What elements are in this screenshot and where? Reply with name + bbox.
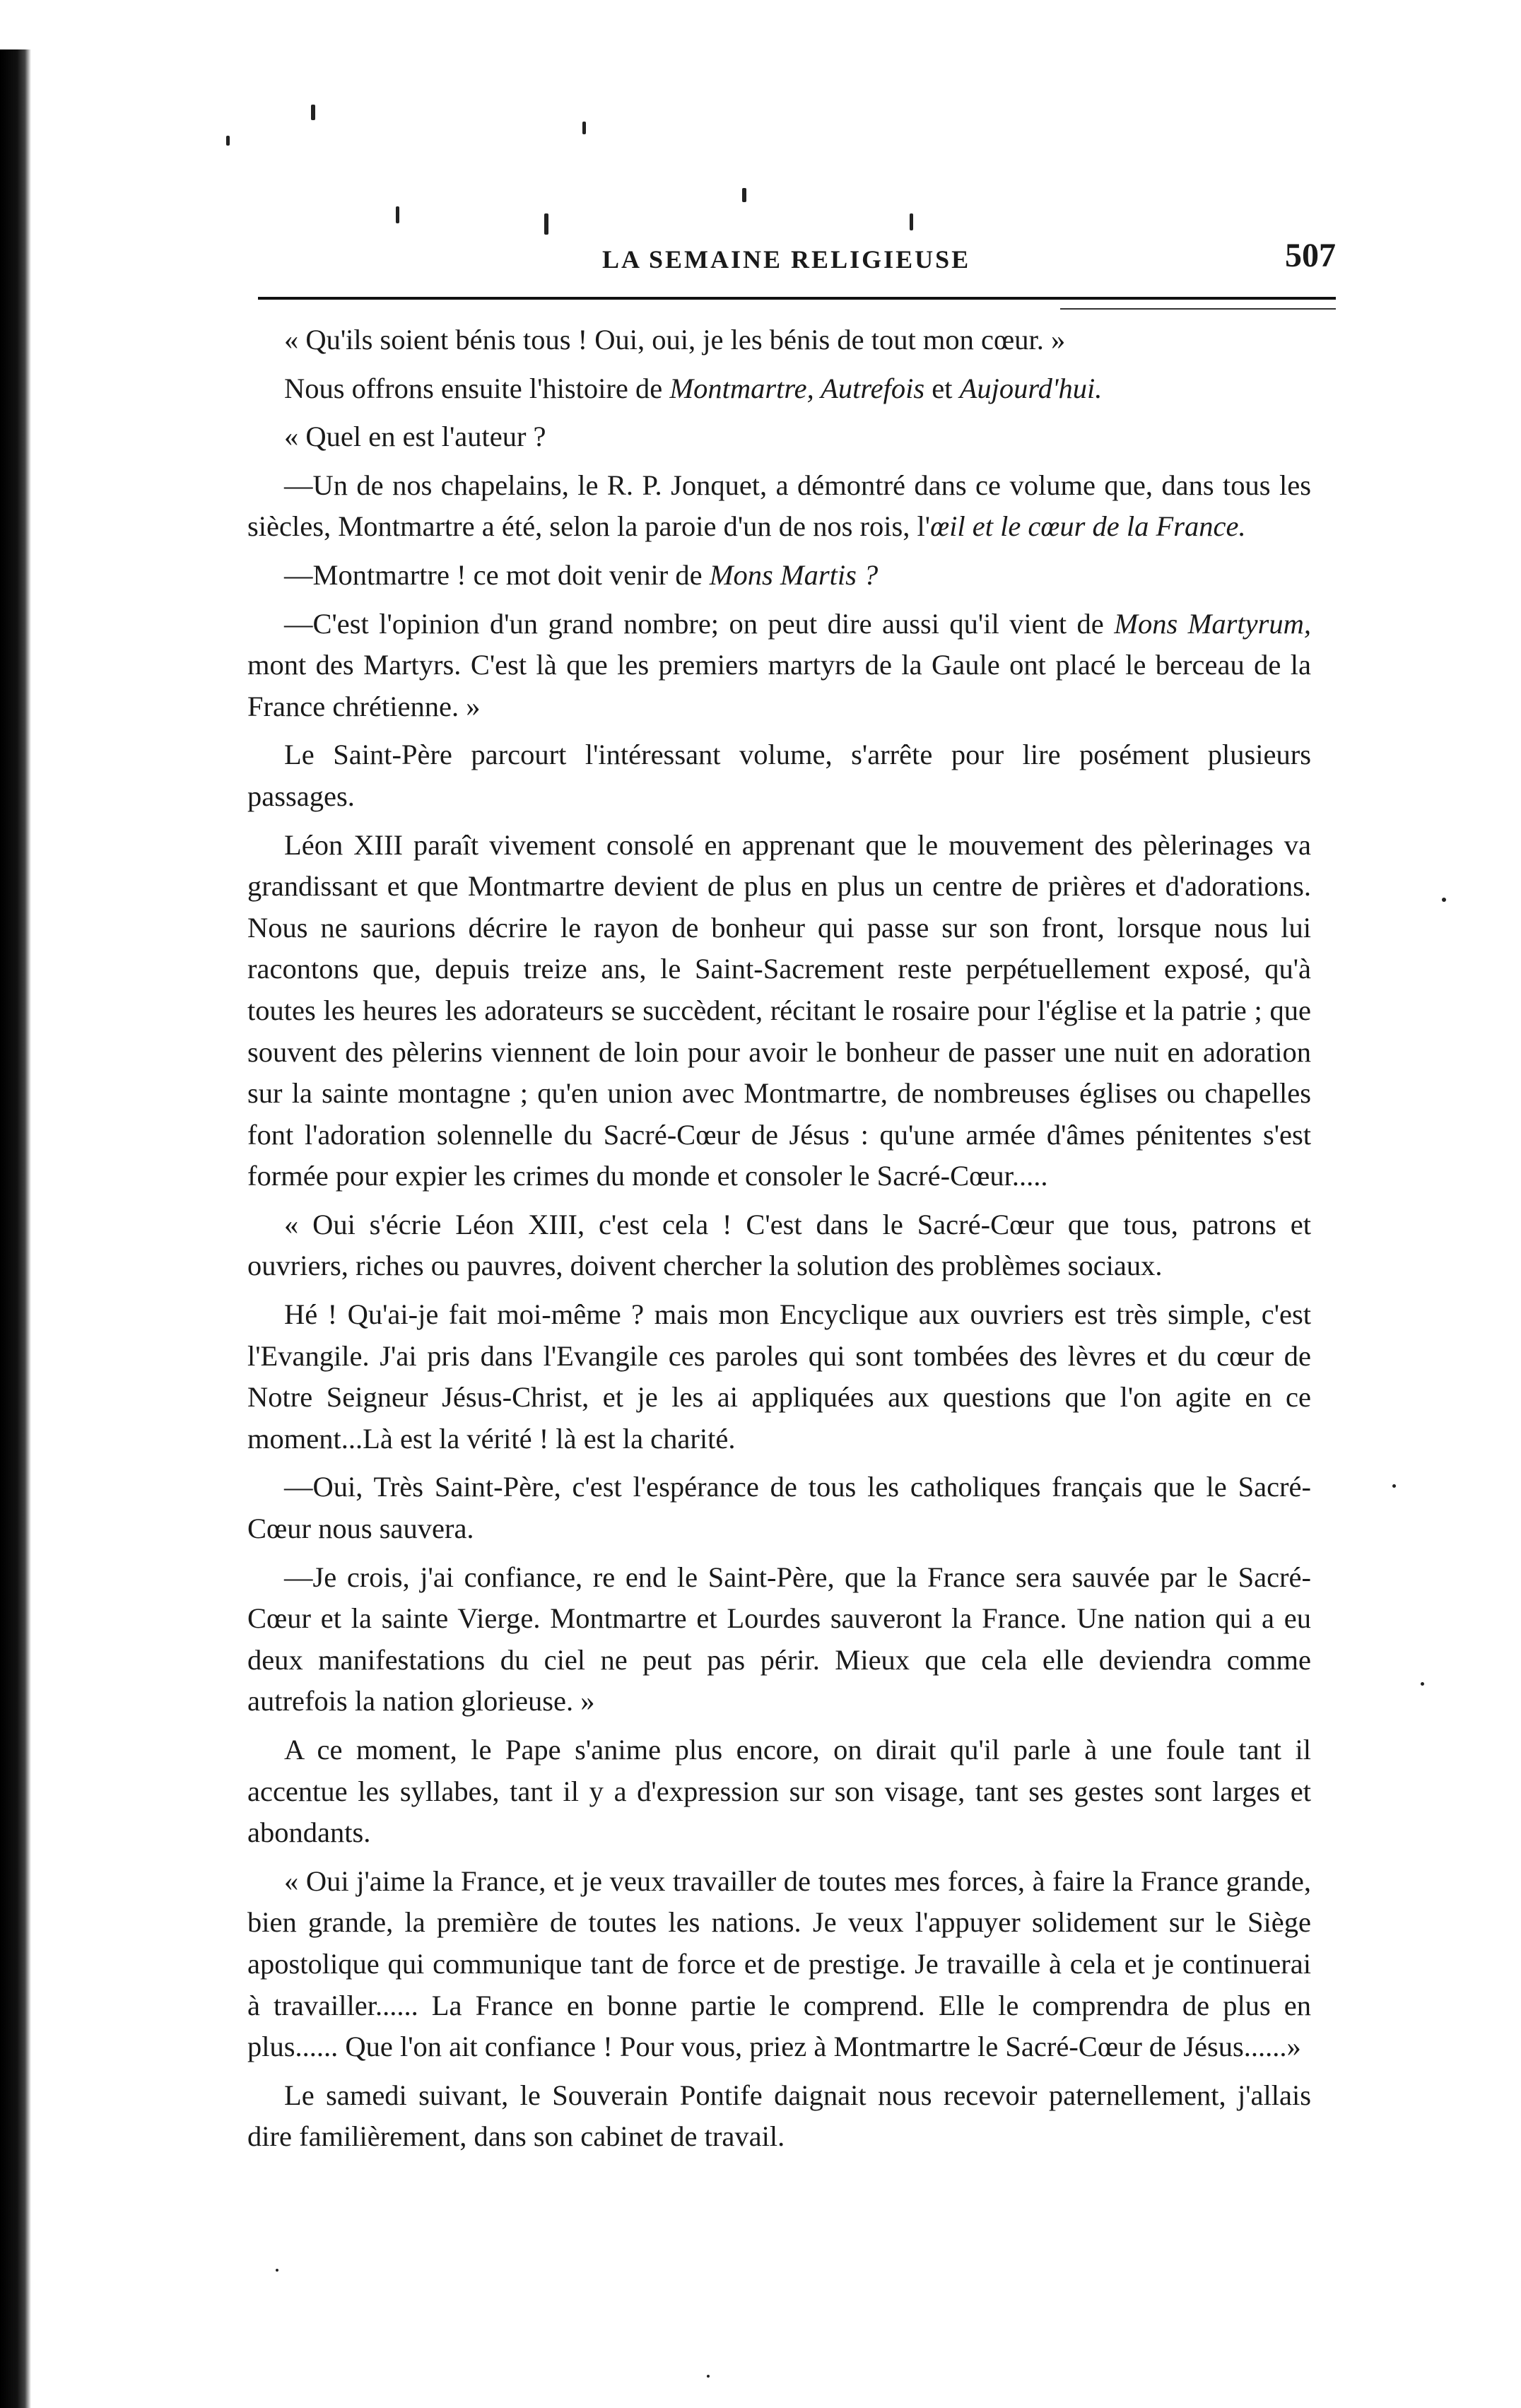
text-run: « Qu'ils soient bénis tous ! Oui, oui, je les bénis de tout mon cœur. » bbox=[284, 324, 1066, 356]
paragraph bbox=[247, 319, 1311, 361]
text-run: mont des Martyrs. C'est là que les premiers martyrs de la Gaule ont placé le berceau de la France chrétienne. » bbox=[247, 649, 1311, 722]
paragraph bbox=[247, 1729, 1311, 1854]
ink-speck bbox=[910, 213, 913, 230]
italic-text: Aujourd'hui. bbox=[959, 372, 1103, 404]
text-run: A ce moment, le Pape s'anime plus encore, on dirait qu'il parle à une foule tant il accentue les syllabes, tant il y a d'expression sur son visage, tant ses gestes sont larges et abondants. bbox=[247, 1734, 1311, 1849]
paragraph bbox=[247, 734, 1311, 817]
paragraph bbox=[247, 1294, 1311, 1460]
paragraph bbox=[247, 368, 1311, 410]
text-run: Le Saint-Père parcourt l'intéressant volume, s'arrête pour lire posément plusieurs passages. bbox=[247, 739, 1311, 812]
header-rule bbox=[258, 297, 1336, 300]
ink-speck bbox=[1392, 1484, 1396, 1488]
ink-speck bbox=[276, 2269, 278, 2272]
paragraph bbox=[247, 555, 1311, 597]
ink-speck bbox=[226, 136, 230, 146]
italic-text: Mons Martyrum, bbox=[1114, 607, 1312, 640]
text-run: —Je crois, j'ai confiance, re end le Saint-Père, que la France sera sauvée par le Sacré-Cœur et la sainte Vierge. Montmartre et Lourdes sauveront la France. Une nation qui a eu deux manifestations du ciel ne peut pas périr. Mieux que cela elle deviendra comme autrefois la nation glorieuse. » bbox=[247, 1561, 1311, 1717]
italic-text: Montmartre, Autrefois bbox=[669, 372, 925, 404]
header-rule-secondary bbox=[1060, 308, 1336, 310]
text-run: —C'est l'opinion d'un grand nombre; on peut dire aussi qu'il vient de bbox=[284, 607, 1115, 640]
ink-speck bbox=[396, 206, 399, 223]
paragraph bbox=[247, 1204, 1311, 1287]
italic-text: Mons Martis ? bbox=[709, 558, 879, 591]
paragraph bbox=[247, 2075, 1311, 2158]
text-run: et bbox=[924, 372, 960, 404]
text-run: Hé ! Qu'ai-je fait moi-même ? mais mon Encyclique aux ouvriers est très simple, c'est l'Evangile. J'ai pris dans l'Evangile ces paroles qui sont tombées des lèvres et du cœur de Notre Seigneur Jésus-Christ, et je les ai appliquées aux questions que l'on agite en ce moment...Là est la vérité ! là est la charité. bbox=[247, 1298, 1311, 1455]
binding-edge bbox=[0, 49, 31, 2408]
ink-speck bbox=[582, 122, 586, 134]
ink-speck bbox=[311, 105, 315, 120]
text-run: —Un de nos chapelains, le R. P. Jonquet, a démontré dans ce volume que, dans tous les siècles, Montmartre a été, selon la paroie d'un de nos rois, l' bbox=[247, 469, 1311, 543]
paragraph bbox=[247, 1467, 1311, 1549]
paragraph bbox=[247, 416, 1311, 458]
paragraph bbox=[247, 604, 1311, 728]
italic-text: œil et le cœur de la France. bbox=[930, 510, 1246, 543]
text-run: « Quel en est l'auteur ? bbox=[284, 421, 546, 453]
body-text bbox=[247, 319, 1311, 2165]
running-title: LA SEMAINE RELIGIEUSE bbox=[602, 245, 971, 274]
page-header bbox=[247, 236, 1336, 293]
ink-speck bbox=[1442, 898, 1446, 902]
ink-speck bbox=[742, 188, 746, 202]
paragraph bbox=[247, 1557, 1311, 1722]
paragraph bbox=[247, 1861, 1311, 2068]
text-run: —Montmartre ! ce mot doit venir de bbox=[284, 558, 710, 591]
text-run: Le samedi suivant, le Souverain Pontife daignait nous recevoir paternellement, j'allais dire familièrement, dans son cabinet de travail. bbox=[247, 2079, 1311, 2153]
text-run: « Oui j'aime la France, et je veux travailler de toutes mes forces, à faire la France grande, bien grande, la première de toutes les nations. Je veux l'appuyer solidement sur le Siège apostolique qui communique tant de force et de prestige. Je travaille à cela et je continuerai à travailler...... La France en bonne partie le comprend. Elle le comprendra de plus en plus...... Que l'on ait confiance ! Pour vous, priez à Montmartre le Sacré-Cœur de Jésus......» bbox=[247, 1864, 1311, 2063]
text-run: « Oui s'écrie Léon XIII, c'est cela ! C'est dans le Sacré-Cœur que tous, patrons et ouvriers, riches ou pauvres, doivent chercher la solution des problèmes sociaux. bbox=[247, 1208, 1311, 1282]
ink-speck bbox=[707, 2375, 710, 2378]
ink-speck bbox=[544, 213, 548, 235]
paragraph bbox=[247, 465, 1311, 548]
paragraph bbox=[247, 825, 1311, 1197]
ink-speck bbox=[1421, 1682, 1424, 1686]
page-number: 507 bbox=[1285, 237, 1336, 274]
text-run: Léon XIII paraît vivement consolé en apprenant que le mouvement des pèlerinages va grandissant et que Montmartre devient de plus en plus un centre de prières et d'adorations. Nous ne saurions décrire le rayon de bonheur qui passe sur son front, lorsque nous lui racontons que, depuis treize ans, le Saint-Sacrement reste perpétuellement exposé, qu'à toutes les heures les adorateurs se succèdent, récitant le rosaire pour l'église et la patrie ; que souvent des pèlerins viennent de loin pour avoir le bonheur de passer une nuit en adoration sur la sainte montagne ; qu'en union avec Montmartre, de nombreuses églises ou chapelles font l'adoration solennelle du Sacré-Cœur de Jésus : qu'une armée d'âmes pénitentes s'est formée pour expier les crimes du monde et consoler le Sacré-Cœur..... bbox=[247, 828, 1311, 1192]
text-run: Nous offrons ensuite l'histoire de bbox=[284, 372, 670, 404]
text-run: —Oui, Très Saint-Père, c'est l'espérance de tous les catholiques français que le Sacré-Cœur nous sauvera. bbox=[247, 1471, 1311, 1545]
